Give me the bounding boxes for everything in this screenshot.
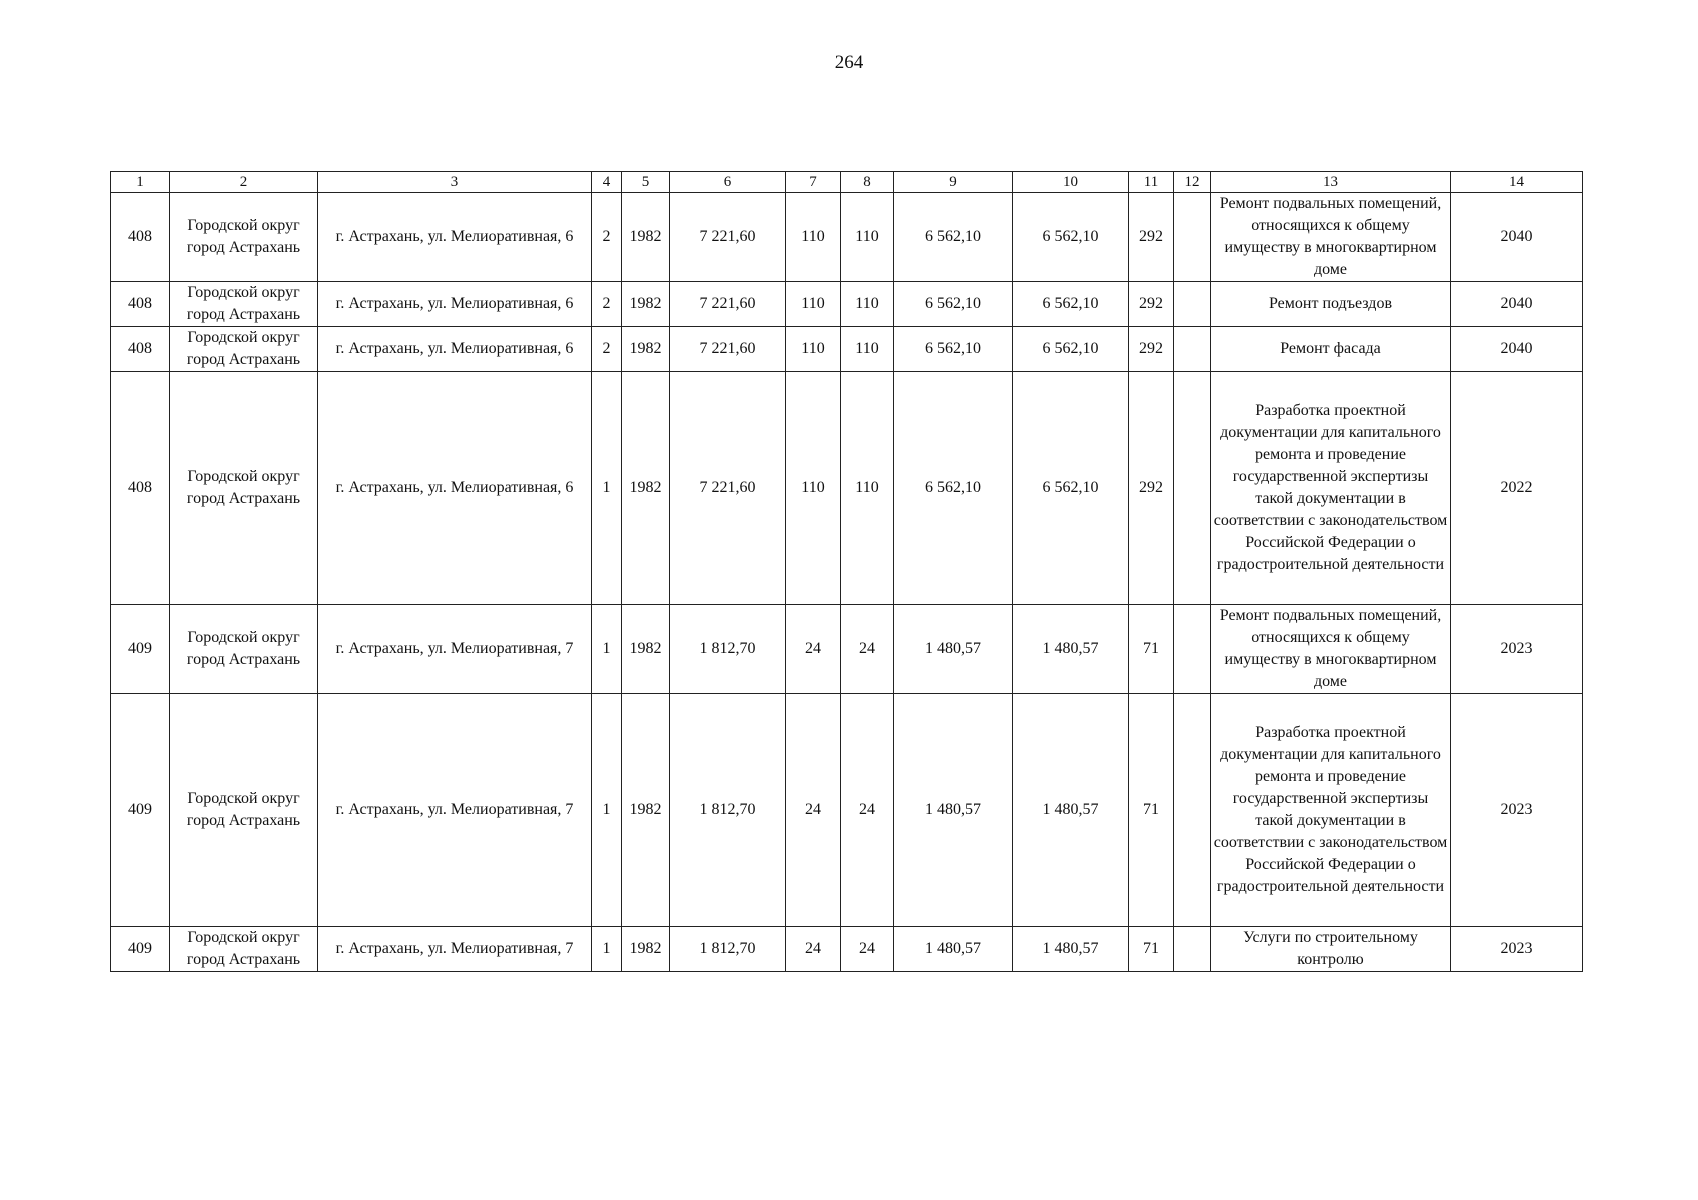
column-header: 8 — [841, 172, 894, 193]
table-row — [111, 372, 1583, 605]
cell-col4: 2 — [592, 327, 622, 372]
cell-col6: 1 812,70 — [670, 694, 786, 927]
address-cell: г. Астрахань, ул. Мелиоративная, 6 — [318, 327, 592, 372]
row-number-cell: 409 — [111, 605, 170, 694]
cell-col4: 1 — [592, 694, 622, 927]
cell-col11: 71 — [1129, 927, 1174, 972]
column-header: 14 — [1451, 172, 1583, 193]
cell-col6: 7 221,60 — [670, 327, 786, 372]
year-cell: 2023 — [1451, 694, 1583, 927]
cell-col4: 2 — [592, 193, 622, 282]
cell-col5: 1982 — [622, 193, 670, 282]
year-cell: 2023 — [1451, 927, 1583, 972]
cell-col12 — [1174, 927, 1211, 972]
cell-col5: 1982 — [622, 694, 670, 927]
cell-col4: 1 — [592, 372, 622, 605]
municipality-cell: Городской округ город Астрахань — [170, 694, 318, 927]
work-type-cell: Услуги по строительному контролю — [1211, 927, 1451, 972]
cell-col9: 1 480,57 — [894, 694, 1013, 927]
cell-col7: 110 — [786, 193, 841, 282]
row-number-cell: 409 — [111, 694, 170, 927]
cell-col8: 110 — [841, 372, 894, 605]
cell-col6: 7 221,60 — [670, 282, 786, 327]
work-type-cell: Ремонт подвальных помещений, относящихся к общему имуществу в многоквартирном доме — [1211, 193, 1451, 282]
table-row — [111, 282, 1583, 327]
cell-col11: 292 — [1129, 282, 1174, 327]
row-number-cell: 408 — [111, 327, 170, 372]
cell-col10: 1 480,57 — [1013, 605, 1129, 694]
row-number-cell: 408 — [111, 282, 170, 327]
column-header: 2 — [170, 172, 318, 193]
cell-col9: 6 562,10 — [894, 327, 1013, 372]
cell-col9: 6 562,10 — [894, 372, 1013, 605]
municipality-cell: Городской округ город Астрахань — [170, 605, 318, 694]
address-cell: г. Астрахань, ул. Мелиоративная, 7 — [318, 927, 592, 972]
column-header: 1 — [111, 172, 170, 193]
column-number-row — [111, 172, 1583, 193]
cell-col6: 1 812,70 — [670, 927, 786, 972]
cell-col6: 7 221,60 — [670, 372, 786, 605]
cell-col11: 292 — [1129, 372, 1174, 605]
cell-col11: 71 — [1129, 694, 1174, 927]
cell-col10: 6 562,10 — [1013, 372, 1129, 605]
column-header: 11 — [1129, 172, 1174, 193]
cell-col9: 6 562,10 — [894, 193, 1013, 282]
address-cell: г. Астрахань, ул. Мелиоративная, 6 — [318, 372, 592, 605]
cell-col6: 1 812,70 — [670, 605, 786, 694]
cell-col12 — [1174, 193, 1211, 282]
table-row — [111, 927, 1583, 972]
cell-col10: 6 562,10 — [1013, 282, 1129, 327]
cell-col12 — [1174, 327, 1211, 372]
cell-col7: 24 — [786, 694, 841, 927]
year-cell: 2022 — [1451, 372, 1583, 605]
cell-col5: 1982 — [622, 282, 670, 327]
register-table — [110, 171, 1583, 972]
cell-col4: 1 — [592, 927, 622, 972]
work-type-cell: Разработка проектной документации для капитального ремонта и проведение государственной экспертизы такой документации в соответствии с законодательством Российской Федерации о градостроительной деятельности — [1211, 372, 1451, 605]
column-header: 6 — [670, 172, 786, 193]
cell-col11: 71 — [1129, 605, 1174, 694]
cell-col8: 110 — [841, 193, 894, 282]
column-header: 12 — [1174, 172, 1211, 193]
column-header: 9 — [894, 172, 1013, 193]
column-header: 4 — [592, 172, 622, 193]
cell-col7: 110 — [786, 327, 841, 372]
cell-col9: 1 480,57 — [894, 927, 1013, 972]
address-cell: г. Астрахань, ул. Мелиоративная, 7 — [318, 694, 592, 927]
municipality-cell: Городской округ город Астрахань — [170, 327, 318, 372]
table-row — [111, 193, 1583, 282]
cell-col10: 1 480,57 — [1013, 694, 1129, 927]
column-header: 5 — [622, 172, 670, 193]
table-row — [111, 694, 1583, 927]
cell-col8: 24 — [841, 694, 894, 927]
year-cell: 2023 — [1451, 605, 1583, 694]
municipality-cell: Городской округ город Астрахань — [170, 372, 318, 605]
work-type-cell: Ремонт подвальных помещений, относящихся к общему имуществу в многоквартирном доме — [1211, 605, 1451, 694]
municipality-cell: Городской округ город Астрахань — [170, 282, 318, 327]
municipality-cell: Городской округ город Астрахань — [170, 193, 318, 282]
row-number-cell: 408 — [111, 193, 170, 282]
column-header: 3 — [318, 172, 592, 193]
cell-col12 — [1174, 694, 1211, 927]
year-cell: 2040 — [1451, 193, 1583, 282]
cell-col10: 6 562,10 — [1013, 327, 1129, 372]
cell-col8: 24 — [841, 927, 894, 972]
table-row — [111, 605, 1583, 694]
cell-col12 — [1174, 605, 1211, 694]
address-cell: г. Астрахань, ул. Мелиоративная, 6 — [318, 282, 592, 327]
cell-col7: 24 — [786, 927, 841, 972]
cell-col10: 1 480,57 — [1013, 927, 1129, 972]
cell-col12 — [1174, 372, 1211, 605]
address-cell: г. Астрахань, ул. Мелиоративная, 6 — [318, 193, 592, 282]
cell-col4: 2 — [592, 282, 622, 327]
cell-col8: 110 — [841, 282, 894, 327]
municipality-cell: Городской округ город Астрахань — [170, 927, 318, 972]
cell-col5: 1982 — [622, 605, 670, 694]
table-row — [111, 327, 1583, 372]
cell-col6: 7 221,60 — [670, 193, 786, 282]
cell-col7: 110 — [786, 282, 841, 327]
cell-col7: 110 — [786, 372, 841, 605]
cell-col5: 1982 — [622, 327, 670, 372]
row-number-cell: 408 — [111, 372, 170, 605]
column-header: 7 — [786, 172, 841, 193]
work-type-cell: Разработка проектной документации для капитального ремонта и проведение государственной экспертизы такой документации в соответствии с законодательством Российской Федерации о градостроительной деятельности — [1211, 694, 1451, 927]
cell-col12 — [1174, 282, 1211, 327]
work-type-cell: Ремонт подъездов — [1211, 282, 1451, 327]
cell-col5: 1982 — [622, 927, 670, 972]
address-cell: г. Астрахань, ул. Мелиоративная, 7 — [318, 605, 592, 694]
cell-col8: 24 — [841, 605, 894, 694]
year-cell: 2040 — [1451, 282, 1583, 327]
page-number: 264 — [834, 52, 864, 73]
cell-col11: 292 — [1129, 193, 1174, 282]
cell-col8: 110 — [841, 327, 894, 372]
cell-col9: 1 480,57 — [894, 605, 1013, 694]
cell-col5: 1982 — [622, 372, 670, 605]
cell-col4: 1 — [592, 605, 622, 694]
work-type-cell: Ремонт фасада — [1211, 327, 1451, 372]
cell-col11: 292 — [1129, 327, 1174, 372]
cell-col7: 24 — [786, 605, 841, 694]
column-header: 13 — [1211, 172, 1451, 193]
year-cell: 2040 — [1451, 327, 1583, 372]
cell-col10: 6 562,10 — [1013, 193, 1129, 282]
column-header: 10 — [1013, 172, 1129, 193]
row-number-cell: 409 — [111, 927, 170, 972]
cell-col9: 6 562,10 — [894, 282, 1013, 327]
